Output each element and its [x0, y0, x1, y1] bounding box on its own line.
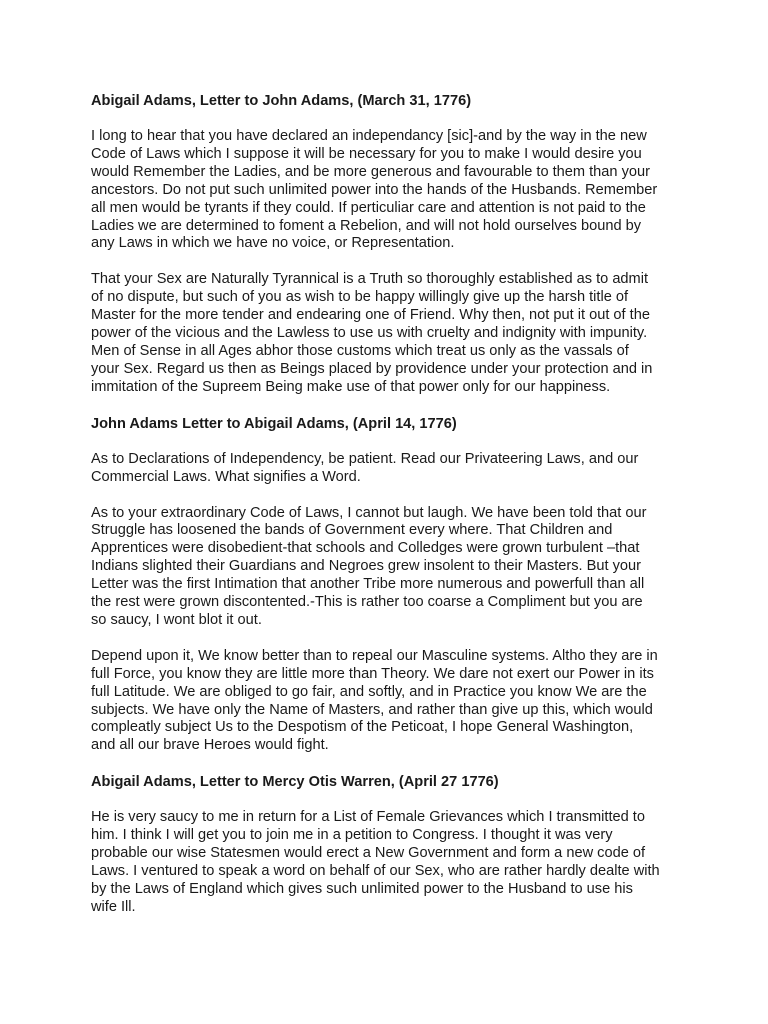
- text-line: all men would be tyrants if they could. If perticuliar care and attention is not paid to the: [91, 199, 646, 216]
- text-line: Ladies we are determined to foment a Rebelion, and will not hold ourselves bound by: [91, 217, 642, 234]
- text-line: Apprentices were disobedient-that schools and Colledges were grown turbulent –that: [91, 540, 640, 557]
- text-line: As to Declarations of Independency, be patient. Read our Privateering Laws, and our: [91, 450, 639, 467]
- text-line: Master for the more tender and endearing one of Friend. Why then, not put it out of the: [91, 307, 650, 324]
- text-line: so saucy, I wont blot it out.: [91, 611, 262, 628]
- text-line: him. I think I will get you to join me in a petition to Congress. I thought it was very: [91, 827, 613, 844]
- text-line: would Remember the Ladies, and be more generous and favourable to them than your: [91, 163, 650, 180]
- paragraph: [91, 271, 691, 396]
- text-line: That your Sex are Naturally Tyrannical is a Truth so thoroughly established as to admit: [91, 271, 649, 288]
- text-line: probable our wise Statesmen would erect a New Government and form a new code of: [91, 845, 646, 862]
- text-line: ancestors. Do not put such unlimited power into the hands of the Husbands. Remember: [91, 181, 658, 198]
- text-line: Commercial Laws. What signifies a Word.: [91, 468, 361, 485]
- section-heading: John Adams Letter to Abigail Adams, (April 14, 1776): [91, 415, 457, 432]
- text-line: full Force, you know they are little more than Theory. We dare not exert our Power in its: [91, 665, 654, 682]
- text-line: As to your extraordinary Code of Laws, I cannot but laugh. We have been told that our: [91, 504, 647, 521]
- paragraph: [91, 128, 691, 253]
- document-page: [91, 92, 691, 935]
- text-line: Struggle has loosened the bands of Government every where. That Children and: [91, 522, 613, 539]
- text-line: He is very saucy to me in return for a List of Female Grievances which I transmitted to: [91, 809, 645, 826]
- text-line: power of the vicious and the Lawless to use us with cruelty and indignity with impunity.: [91, 325, 648, 342]
- section-heading: Abigail Adams, Letter to Mercy Otis Warren, (April 27 1776): [91, 774, 499, 791]
- text-line: your Sex. Regard us then as Beings placed by providence under your protection and in: [91, 360, 653, 377]
- text-line: Indians slighted their Guardians and Negroes grew insolent to their Masters. But your: [91, 558, 641, 575]
- text-line: and all our brave Heroes would fight.: [91, 737, 329, 754]
- paragraph: [91, 451, 691, 487]
- text-line: wife Ill.: [91, 898, 136, 915]
- text-line: immitation of the Supreem Being make use of that power only for our happiness.: [91, 378, 611, 395]
- text-line: subjects. We have only the Name of Masters, and rather than give up this, which would: [91, 701, 653, 718]
- paragraph: [91, 809, 691, 916]
- text-line: Code of Laws which I suppose it will be necessary for you to make I would desire you: [91, 145, 642, 162]
- text-line: of no dispute, but such of you as wish to be happy willingly give up the harsh title of: [91, 289, 629, 306]
- text-line: Laws. I ventured to speak a word on behalf of our Sex, who are rather hardly dealte with: [91, 863, 660, 879]
- text-line: by the Laws of England which gives such unlimited power to the Husband to use his: [91, 880, 633, 897]
- text-line: Letter was the first Intimation that another Tribe more numerous and powerfull than all: [91, 576, 645, 593]
- text-line: full Latitude. We are obliged to go fair, and softly, and in Practice you know We are the: [91, 683, 647, 700]
- text-line: the rest were grown discontented.-This is rather too coarse a Compliment but you are: [91, 594, 643, 611]
- text-line: any Laws in which we have no voice, or Representation.: [91, 235, 455, 252]
- paragraph: [91, 648, 691, 755]
- text-line: I long to hear that you have declared an independancy [sic]-and by the way in the new: [91, 128, 647, 144]
- section-heading: Abigail Adams, Letter to John Adams, (March 31, 1776): [91, 93, 472, 109]
- text-line: Depend upon it, We know better than to repeal our Masculine systems. Altho they are in: [91, 647, 658, 664]
- text-line: compleatly subject Us to the Despotism of the Peticoat, I hope General Washington,: [91, 719, 634, 736]
- paragraph: [91, 505, 691, 630]
- text-line: Men of Sense in all Ages abhor those customs which treat us only as the vassals of: [91, 342, 629, 359]
